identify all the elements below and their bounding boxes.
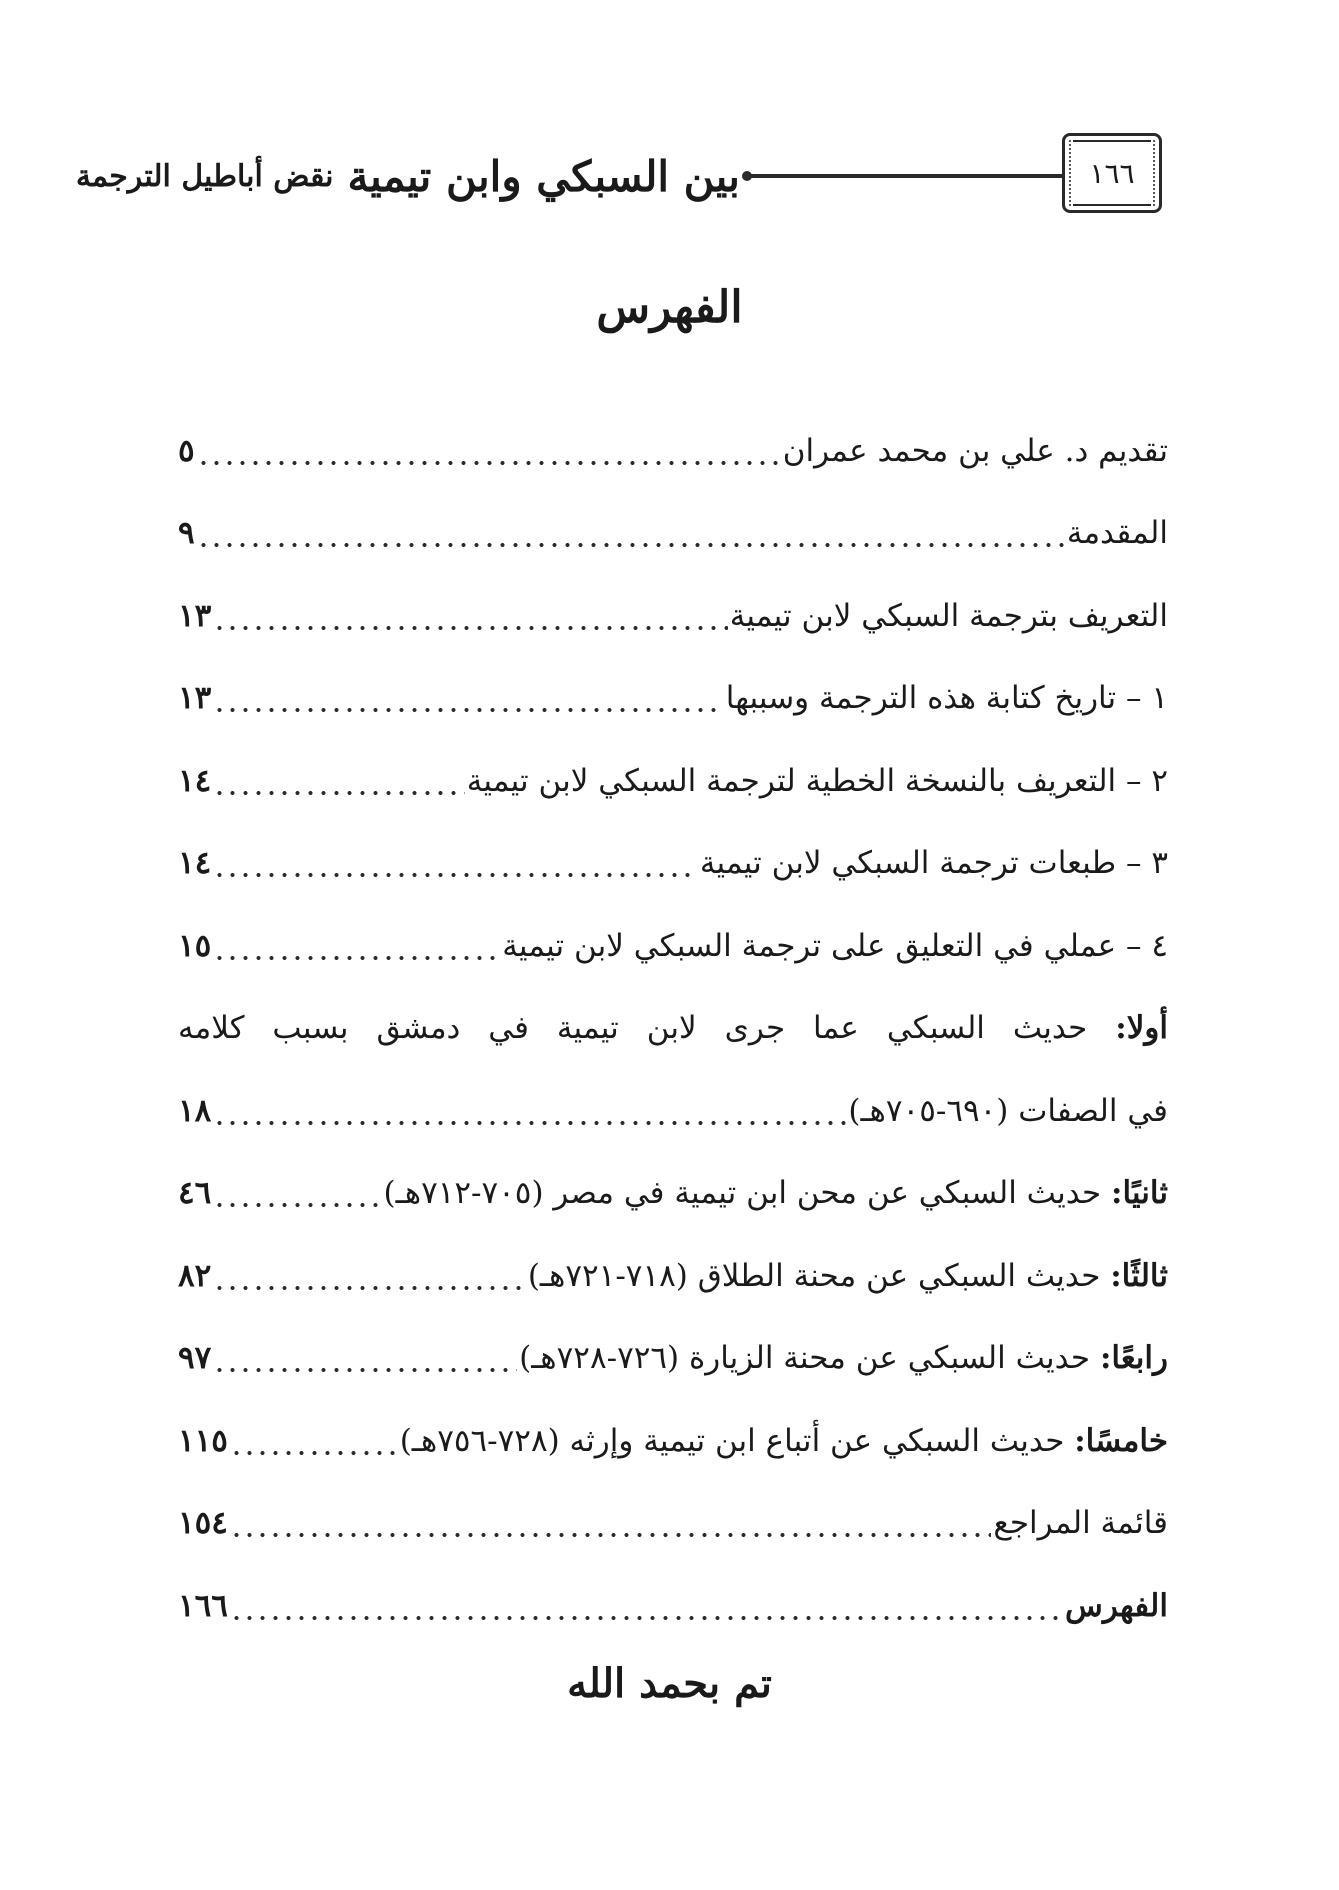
book-title-sub: نقض أباطيل الترجمة [75, 158, 334, 194]
toc-entry-title [383, 1175, 1168, 1212]
toc-entry-continuation[interactable] [178, 1070, 1168, 1153]
toc-entry-page: ١٥٤ [178, 1505, 228, 1542]
toc-entry-title [699, 845, 1168, 882]
toc-entry[interactable] [178, 905, 1168, 988]
toc-entry[interactable] [178, 410, 1168, 493]
toc-entry-page: ١٨ [178, 1092, 212, 1129]
toc-entry-title [782, 432, 1168, 469]
toc-entry-label: خامسًا: [1074, 1422, 1168, 1459]
toc-entry-text-bold: الفهرس [1065, 1587, 1168, 1624]
dot-leader [213, 766, 464, 797]
toc-entry-title [993, 1505, 1168, 1542]
toc-entry-page: ٥ [178, 432, 195, 469]
toc-entry-text: ١ – تاريخ كتابة هذه الترجمة وسببها [725, 680, 1168, 717]
toc-entry-page: ١٤ [178, 845, 212, 882]
page-heading: الفهرس [596, 282, 743, 333]
toc-entry-page: ١٤ [178, 762, 212, 799]
toc-entry-title [1065, 1587, 1168, 1624]
toc-entry-text: تقديم د. علي بن محمد عمران [782, 432, 1168, 469]
toc-entry-text: حديث السبكي عن محنة الطلاق (٧١٨-٧٢١هـ) [527, 1257, 1101, 1294]
dot-leader [213, 683, 723, 714]
toc-entry[interactable] [178, 1318, 1168, 1401]
toc-entry[interactable] [178, 740, 1168, 823]
toc-entry[interactable] [178, 575, 1168, 658]
toc-entry-title [502, 927, 1168, 964]
toc-entry-title [399, 1422, 1168, 1459]
toc-entry-page: ٩٧ [178, 1340, 212, 1377]
table-of-contents [178, 410, 1168, 1648]
toc-entry-text: حديث السبكي عن أتباع ابن تيمية وإرثه (٧٢٨-٧٥٦هـ) [399, 1422, 1065, 1459]
header-rule [750, 174, 1062, 178]
toc-entry-label: ثالثًا: [1110, 1257, 1168, 1294]
book-title [75, 141, 740, 211]
toc-entry[interactable] [178, 988, 1168, 1071]
toc-entry-page: ١١٥ [178, 1422, 228, 1459]
dot-leader [230, 1508, 991, 1539]
dot-leader [213, 1178, 381, 1209]
toc-entry[interactable] [178, 1565, 1168, 1648]
toc-entry-label: رابعًا: [1099, 1340, 1168, 1377]
page-number-frame [1062, 133, 1162, 213]
toc-entry-page: ١٣ [178, 680, 212, 717]
toc-entry[interactable] [178, 823, 1168, 906]
dot-leader [213, 931, 500, 962]
toc-entry-text: التعريف بترجمة السبكي لابن تيمية [729, 597, 1168, 634]
dot-leader [213, 1096, 846, 1127]
toc-entry-text: ٤ – عملي في التعليق على ترجمة السبكي لابن تيمية [502, 927, 1168, 964]
toc-entry-page: ١٥ [178, 927, 212, 964]
toc-entry-title [527, 1257, 1168, 1294]
toc-entry-text: ٢ – التعريف بالنسخة الخطية لترجمة السبكي لابن تيمية [466, 762, 1168, 799]
toc-entry-title [848, 1092, 1168, 1129]
dot-leader [213, 1261, 526, 1292]
toc-entry[interactable] [178, 1153, 1168, 1236]
dot-leader [197, 436, 781, 467]
toc-entry-page: ٤٦ [178, 1175, 212, 1212]
toc-entry-title [178, 1010, 1169, 1047]
toc-entry-title [466, 762, 1168, 799]
toc-entry[interactable] [178, 1483, 1168, 1566]
toc-entry-text: المقدمة [1066, 515, 1168, 552]
toc-entry[interactable] [178, 1400, 1168, 1483]
toc-entry-label: ثانيًا: [1111, 1175, 1168, 1212]
book-title-main: بين السبكي وابن تيمية [347, 151, 740, 201]
toc-entry-text: ٣ – طبعات ترجمة السبكي لابن تيمية [699, 845, 1168, 882]
toc-entry-title [519, 1340, 1168, 1377]
dot-leader [213, 601, 727, 632]
toc-entry-page: ٩ [178, 515, 195, 552]
running-header [75, 125, 1190, 225]
toc-entry-page: ١٣ [178, 597, 212, 634]
toc-entry-title [729, 597, 1168, 634]
dot-leader [213, 1343, 517, 1374]
toc-entry-text: حديث السبكي عن محنة الزيارة (٧٢٦-٧٢٨هـ) [519, 1340, 1091, 1377]
dot-leader [213, 848, 698, 879]
toc-entry-title [1066, 515, 1168, 552]
closing-ornament: تم بحمد الله [567, 1660, 772, 1707]
toc-entry[interactable] [178, 1235, 1168, 1318]
toc-entry-page: ٨٢ [178, 1257, 212, 1294]
toc-entry-label: أولا: [1115, 1010, 1169, 1047]
toc-entry[interactable] [178, 658, 1168, 741]
toc-entry-text: في الصفات (٦٩٠-٧٠٥هـ) [848, 1092, 1168, 1129]
toc-entry-page: ١٦٦ [178, 1587, 228, 1624]
toc-entry-text: حديث السبكي عن محن ابن تيمية في مصر (٧٠٥-٧١٢هـ) [383, 1175, 1102, 1212]
dot-leader [230, 1426, 398, 1457]
toc-entry-title [725, 680, 1168, 717]
dot-leader [197, 518, 1065, 549]
toc-entry-text: قائمة المراجع [993, 1505, 1168, 1542]
toc-entry[interactable] [178, 493, 1168, 576]
dot-leader [230, 1591, 1063, 1622]
page-number: ١٦٦ [1089, 156, 1135, 190]
toc-entry-text: حديث السبكي عما جرى لابن تيمية في دمشق بسبب كلامه [178, 1010, 1088, 1047]
